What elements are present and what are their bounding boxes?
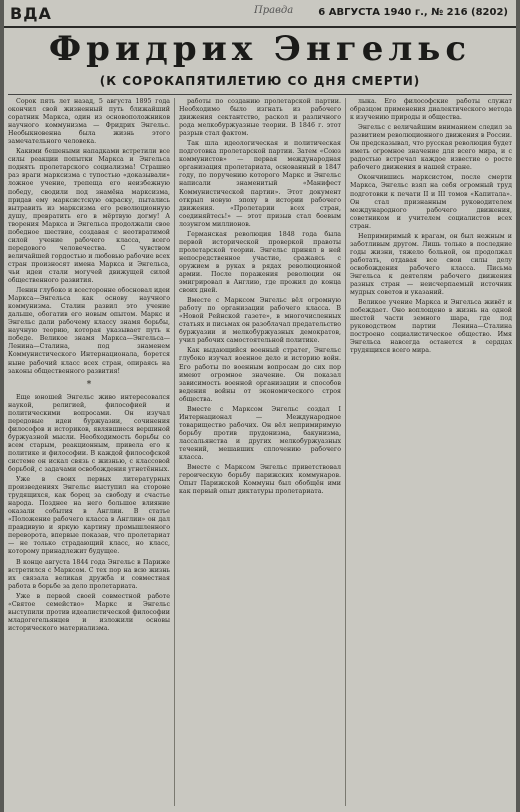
paragraph: Какими бешеными нападками встретили все силы реакции попытки Маркса и Энгельса поднять пролетарского социализма! Страшно раз враги марксизма с тупостью «доказывали» ложное учение, трепеща его неизбежную победу, сводили под знамёна марксизма, придав ему марксистскую окраску, пытались вытравить из марксизма его революционную душу, превратить его в мёртвую догму! А творения Маркса и Энгельса продолжали свое победное шествие, создавая с неотвратимой силой учение рабочего класса, всего передового человечества. С чувством величайшей гордостью и любовью рабочие всех стран произносят имена Маркса и Энгельса, чьи идеи стали могучей движущей силой общественного развития. xyxy=(8,148,170,285)
paragraph: Вместе с Марксом Энгельс приветствовал героическую борьбу парижских коммунаров. Опыт Парижской Коммуны был обобщён ими как первый опыт диктатуры пролетариата. xyxy=(179,464,341,496)
paragraph: Энгельс с величайшим вниманием следил за развитием революционного движения в России. Он предсказывал, что русская революция будет иметь огромное значение для всего мира, и с радостью встречал каждое известие о росте рабочего движения в нашей стране. xyxy=(350,124,512,172)
headline-rule xyxy=(8,94,512,95)
article-headline: Фридрих Энгельс xyxy=(48,29,472,69)
paragraph: Как выдающийся военный стратег, Энгельс глубоко изучал военное дело и историю войн. Его работы по военным вопросам до сих пор имеют огромное значение. Он показал зависимость военной организации и способов ведения войны от экономического строя общества. xyxy=(179,347,341,403)
paragraph: Вместе с Марксом Энгельс вёл огромную работу по организации рабочего класса. В «Новой Рейнской газете», в многочисленных статьях и письмах он разоблачал предательство буржуазии и мелкобуржуазных демократов, учил рабочих самостоятельной политике. xyxy=(179,297,341,345)
text-column-2 xyxy=(179,98,341,806)
newspaper-name: ВДА xyxy=(10,4,52,23)
text-column-3 xyxy=(350,98,512,806)
column-divider xyxy=(345,98,346,806)
paragraph: лыка. Его философские работы служат образцом применения диалектического метода к изучению природы и общества. xyxy=(350,98,512,122)
article-subheadline: (К СОРОКАПЯТИЛЕТИЮ СО ДНЯ СМЕРТИ) xyxy=(99,74,421,88)
paragraph: Так шла идеологическая и политическая подготовка пролетарской партии. Затем «Союз коммунистов» — первая международная организация пролетариата, основанный в 1847 году, по поручению которого Маркс и Энгельс написали знаменитый «Манифест Коммунистической партии». Этот документ открыл новую эпоху в истории рабочего движения. «Пролетарии всех стран, соединяйтесь!» — этот призыв стал боевым лозунгом миллионов. xyxy=(179,140,341,228)
handwritten-note: Правда xyxy=(254,5,294,16)
paragraph: Великое учение Маркса и Энгельса живёт и побеждает. Оно воплощено в жизнь на одной шестой части земного шара, где под руководством партии Ленина—Сталина построено социалистическое общество. Имя Энгельса навсегда останется в сердцах трудящихся всего мира. xyxy=(350,299,512,355)
paragraph: Сорок пять лет назад, 5 августа 1895 года окончил свой жизненный путь ближайший соратник Маркса, один из основоположников научного коммунизма — Фридрих Энгельс. Необыкновенна была жизнь этого замечательного человека. xyxy=(8,98,170,146)
paragraph: Непримиримый к врагам, он был нежным и заботливым другом. Лишь только в последние годы жизни, тяжело больной, он продолжал работать, отдавая все свои силы делу освобождения рабочего класса. Письма Энгельса к деятелям рабочего движения разных стран — неисчерпаемый источник мудрых советов и указаний. xyxy=(350,232,512,297)
text-column-1 xyxy=(8,98,170,806)
article-body xyxy=(8,98,512,806)
paragraph: Окончившись марксистом, после смерти Маркса, Энгельс взял на себя огромный труд подготовки к печати II и III томов «Капитала». Он стал признанным руководителем международного рабочего движения, советником и учителем социалистов всех стран. xyxy=(350,174,512,230)
newspaper-page xyxy=(4,0,516,812)
paragraph: В конце августа 1844 года Энгельс в Париже встретился с Марксом. С тех пор на всю жизнь их связала великая дружба и совместная работа в борьбе за дело пролетариата. xyxy=(8,558,170,590)
paragraph: Германская революция 1848 года была первой исторической проверкой правоты пролетарской теории. Энгельс принял в ней непосредственное участие, сражаясь с оружием в руках в рядах революционной армии. После поражения революции он эмигрировал в Англию, где прожил до конца своих дней. xyxy=(179,230,341,295)
column-divider xyxy=(174,98,175,806)
paragraph: Еще юношей Энгельс живо интересовался наукой, религией, философией и политическими вопросами. Он изучал передовые идеи буржуазии, сочинения философов и историков, являвшиеся вершиной буржуазной мысли. Необходимость борьбы со всем старым, реакционным, привела его к политике и философии. В каждой философской системе он искал связь с жизнью, с классовой борьбой, с задачами освобождения угнетённых. xyxy=(8,393,170,474)
paragraph: Уже в первой своей совместной работе «Святое семейство» Маркс и Энгельс выступили против идеалистической философии младогегельянцев и изложили основы исторического материализма. xyxy=(8,592,170,632)
masthead xyxy=(4,0,516,28)
section-separator: * xyxy=(86,379,92,390)
paragraph: Уже в своих первых литературных произведениях Энгельс выступил на стороне трудящихся, как борец за свободу и счастье народа. Позднее на него большое влияние оказали события в Англии. В статье «Положение рабочего класса в Англии» он дал правдивую и яркую картину промышленного переворота, впервые показав, что пролетариат — не только страдающий класс, но класс, которому принадлежит будущее. xyxy=(8,476,170,556)
issue-dateline: 6 АВГУСТА 1940 г., № 216 (8202) xyxy=(318,7,508,18)
paragraph: работы по созданию пролетарской партии. Необходимо было изгнать из рабочего движения сектантство, раскол и различного рода мелкобуржуазные теории. В 1846 г. этот разрыв стал фактом. xyxy=(179,98,341,138)
paragraph: Вместе с Марксом Энгельс создал I Интернационал — Международное товарищество рабочих. Он вёл непримиримую борьбу против прудонизма, бакунизма, лассальянства и других мелкобуржуазных течений, мешавших сплочению рабочего класса. xyxy=(179,405,341,462)
paragraph: Ленин глубоко и всесторонне обосновал идеи Маркса—Энгельса как основу научного коммунизма. Сталин развил это учение дальше, обогатив его новым опытом. Маркс и Энгельс дали рабочему классу знамя борьбы, научную теорию, которая указывает путь к победе. Великое знамя Маркса—Энгельса—Ленина—Сталина, под знаменем Коммунистического Интернационала, борется ныне рабочий класс всех стран, опираясь на законы общественного развития! xyxy=(8,287,170,375)
